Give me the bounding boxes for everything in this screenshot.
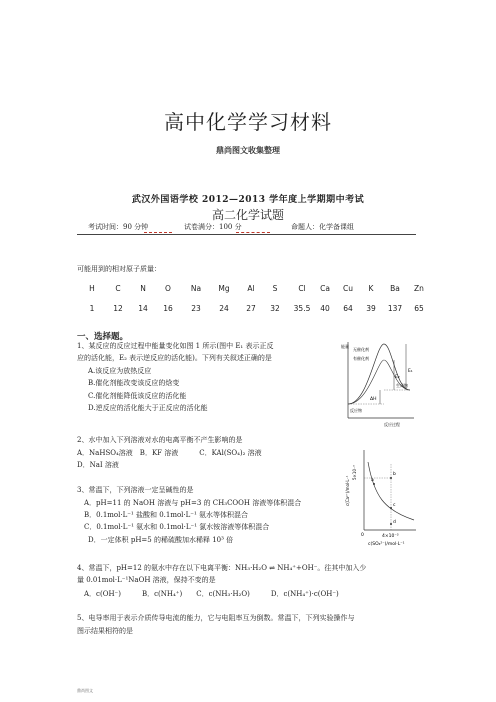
label-point-c: c: [393, 503, 396, 508]
element-symbol: Mg: [218, 284, 230, 293]
exam-author: 命题人：化学备课组: [291, 223, 354, 231]
element-symbol: Ca: [320, 284, 330, 293]
element-symbol: Cl: [298, 284, 306, 293]
label-e2: E₂: [395, 375, 400, 380]
sol-xlabel: c(SO₄²⁻)/mol·L⁻¹: [368, 542, 405, 547]
q3-stem: 3、常温下，下列溶液一定呈碱性的是: [77, 486, 194, 494]
q1-stem-line2: 应的活化能，E₂ 表示逆反应的活化能)。下列有关叙述正确的是: [77, 354, 272, 362]
element-symbol: Al: [247, 284, 255, 293]
point-c: [390, 507, 392, 509]
q1-option-a: A.该反应为放热反应: [88, 367, 152, 375]
atomic-mass: 40: [320, 304, 330, 313]
q3-option-a: A．pH=11 的 NaOH 溶液与 pH=3 的 CH₃COOH 溶液等体积混合: [84, 499, 302, 507]
material-subtitle: 鼎尚图文收集整理: [216, 145, 280, 155]
atomic-mass: 65: [414, 304, 424, 313]
sol-x-origin: 0: [361, 533, 364, 538]
label-point-b: b: [393, 472, 396, 477]
atomic-mass: 64: [343, 304, 353, 313]
atomic-mass: 24: [219, 304, 229, 313]
exam-title: 高二化学试题: [211, 208, 284, 222]
solubility-curve: [368, 462, 414, 520]
element-symbol: N: [140, 284, 146, 293]
atomic-mass-intro: 可能用到的相对原子质量：: [77, 265, 161, 273]
header-rule: [77, 234, 416, 235]
wavy-underline-2: [236, 224, 270, 233]
atomic-mass-row: [0, 304, 496, 316]
exam-time: 考试时间：90 分钟: [88, 223, 149, 231]
element-symbol: S: [272, 284, 278, 293]
element-symbol: O: [165, 284, 171, 293]
label-delta-h: ΔH: [370, 397, 377, 402]
page-footer: 鼎尚图文: [77, 688, 93, 693]
energy-xlabel: 反应过程: [384, 422, 400, 427]
label-reactant: 反应物: [350, 408, 362, 413]
exam-score: 试卷满分：100 分: [184, 223, 242, 231]
label-point-a: a: [371, 478, 374, 483]
atomic-mass: 16: [163, 304, 173, 313]
q2-stem: 2、水中加入下列溶液对水的电离平衡不产生影响的是: [77, 436, 243, 444]
q3-option-c: C．0.1mol·L⁻¹ 氨水和 0.1mol·L⁻¹ 氯水铵溶液等体积混合: [84, 523, 270, 531]
element-symbol: K: [368, 284, 374, 293]
q5-stem: 5、电导率用于表示介质传导电流的能力，它与电阻率互为倒数。常温下，下列实验操作与: [77, 614, 355, 622]
element-symbols-row: [0, 284, 496, 296]
q1-option-d: D.逆反应的活化能大于正反应的活化能: [88, 404, 208, 412]
q5-stem-line2: 图示结果相符的是: [77, 627, 133, 635]
point-d: [390, 523, 392, 525]
element-symbol: Cu: [343, 284, 353, 293]
element-symbol: Ba: [390, 284, 400, 293]
q2-options-line1: A．NaHSO₄溶液 B．KF 溶液 C．KAl(SO₄)₂ 溶液: [77, 449, 262, 457]
q3-option-d: D．一定体积 pH=5 的稀硫酸加水稀释 10³ 倍: [88, 536, 234, 544]
q4-stem: 4、常温下，pH=12 的氨水中存在以下电离平衡：NH₃·H₂O ⇌ NH₄⁺+OH⁻。往其中加入少: [77, 564, 367, 572]
atomic-mass: 14: [138, 304, 148, 313]
sol-y-tick: 5×10⁻³: [352, 465, 357, 480]
atomic-mass: 27: [246, 304, 256, 313]
q4-stem-line2: 量 0.01mol·L⁻¹NaOH 溶液，保持不变的是: [77, 576, 216, 584]
material-title: 高中化学学习材料: [164, 110, 332, 134]
school-line: 武汉外国语学校 2012—2013 学年度上学期期中考试: [131, 195, 365, 205]
atomic-mass: 39: [366, 304, 376, 313]
element-symbol: C: [115, 284, 121, 293]
wavy-underline-1: [144, 224, 172, 233]
element-symbol: H: [89, 284, 95, 293]
q1-option-b: B.催化剂能改变该反应的焓变: [88, 379, 180, 387]
q1-stem-line1: 1、某反应的反应过程中能量变化如图 1 所示(图中 E₁ 表示正反: [77, 342, 274, 350]
sol-x-tick: 4×10⁻³: [382, 534, 399, 539]
label-no-catalyst: 无催化剂: [353, 347, 369, 352]
point-b: [390, 477, 392, 479]
curve-no-catalyst: [348, 344, 410, 404]
label-product: 生成物: [396, 383, 408, 388]
exam-info: [88, 222, 408, 234]
element-symbol: Zn: [414, 284, 424, 293]
atomic-mass: 137: [387, 304, 403, 313]
q1-option-c: C.催化剂能降低该反应的活化能: [88, 392, 187, 400]
atomic-mass: 35.5: [293, 304, 311, 313]
label-point-d: d: [393, 520, 396, 525]
atomic-mass: 23: [191, 304, 201, 313]
label-e1: E₁: [408, 369, 413, 374]
label-catalyst: 有催化剂: [353, 356, 369, 361]
sol-ylabel: c(Ca²⁺)/mol·L⁻¹: [345, 475, 350, 506]
atomic-mass: 1: [89, 304, 95, 313]
q3-option-b: B．0.1mol·L⁻¹ 盐酸和 0.1mol·L⁻¹ 氨水等体积混合: [84, 511, 249, 519]
q4-options: A．c(OH⁻) B．c(NH₄⁺) C．c(NH₃·H₂O) D．c(NH₄⁺)·c(OH⁻): [84, 590, 339, 598]
atomic-mass: 32: [270, 304, 280, 313]
point-a: [373, 483, 375, 485]
solubility-graph: [344, 444, 420, 550]
energy-diagram: [340, 338, 420, 428]
section-heading: 一、选择题。: [77, 332, 129, 342]
atomic-mass: 12: [113, 304, 123, 313]
energy-ylabel: 能量: [341, 344, 349, 349]
q2-options-line2: D．NaI 溶液: [77, 461, 119, 469]
element-symbol: Na: [190, 284, 202, 293]
